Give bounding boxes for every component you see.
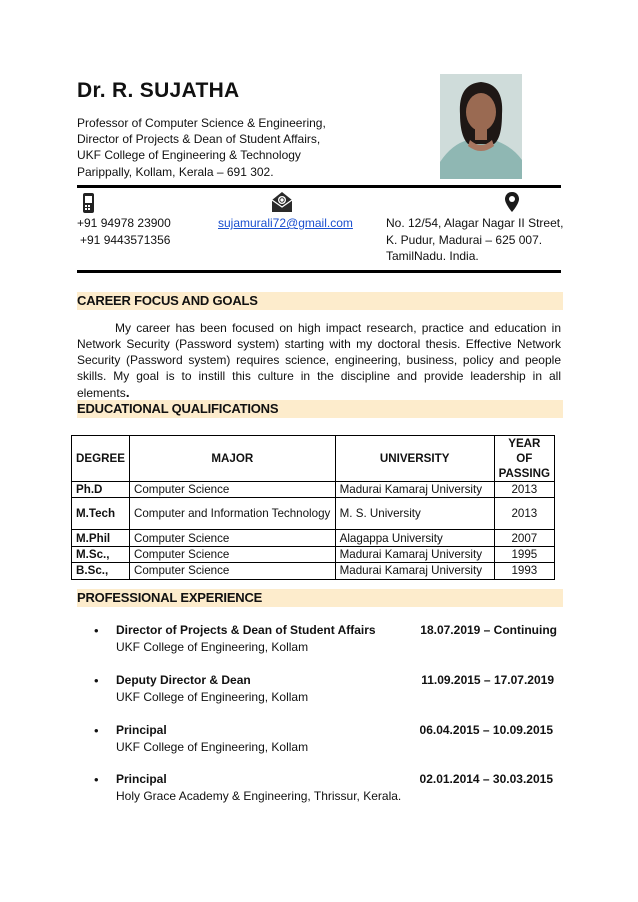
table-header-row [72,436,555,482]
person-name: Dr. R. SUJATHA [77,79,240,102]
table-row [72,563,555,579]
phone-numbers [77,215,171,248]
experience-role: Principal [116,723,167,737]
experience-org: UKF College of Engineering, Kollam [116,740,309,754]
location-pin-icon [504,191,520,218]
title-line: Professor of Computer Science & Engineering, [77,116,326,130]
cell-degree: M.Tech [72,498,130,530]
email-link[interactable]: sujamurali72@gmail.com [218,216,353,230]
bullet: • [94,723,99,738]
table-row [72,482,555,498]
column-header-university: UNIVERSITY [335,436,494,482]
bullet: • [94,673,99,688]
cell-university: Alagappa University [335,530,494,546]
column-header-year: YEAR OF PASSING [494,436,554,482]
experience-org: Holy Grace Academy & Engineering, Thrissur, Kerala. [116,789,402,803]
experience-role: Director of Projects & Dean of Student Affairs [116,623,376,637]
cell-year: 2013 [494,482,554,498]
experience-role: Principal [116,772,167,786]
education-table [71,435,555,580]
experience-org: UKF College of Engineering, Kollam [116,640,309,654]
column-header-major: MAJOR [129,436,335,482]
phone-secondary[interactable]: +91 9443571356 [80,232,171,247]
career-end-mark: . [125,384,130,400]
cell-degree: M.Sc., [72,546,130,562]
career-text: My career has been focused on high impact research, practice and education in Network Security (Password system) starting with my doctoral thesis. Effective Network Security (Password system) requires science, engineering, business, policy and people skills. My goal is to instill this culture in the discipline and provide leadership in all elements [77,321,561,400]
profile-photo [440,74,522,179]
bullet: • [94,623,99,638]
cell-year: 1993 [494,563,554,579]
cell-major: Computer Science [129,530,335,546]
experience-dates: 18.07.2019 – Continuing [420,623,557,637]
section-heading-career: CAREER FOCUS AND GOALS [77,292,563,310]
table-row [72,546,555,562]
cell-major: Computer Science [129,563,335,579]
table-row [72,498,555,530]
cell-major: Computer Science [129,546,335,562]
top-divider [77,185,561,188]
career-paragraph [77,320,561,401]
contact-divider [77,270,561,273]
table-row [72,530,555,546]
email-envelope-icon [270,191,294,218]
title-line: Director of Projects & Dean of Student Affairs, [77,132,321,147]
title-line: Parippally, Kollam, Kerala – 691 302. [77,164,274,179]
experience-org: UKF College of Engineering, Kollam [116,690,309,704]
cell-degree: B.Sc., [72,563,130,579]
email-block [218,215,353,232]
column-header-degree: DEGREE [72,436,130,482]
cell-university: M. S. University [335,498,494,530]
cell-university: Madurai Kamaraj University [335,563,494,579]
experience-role: Deputy Director & Dean [116,673,251,687]
cell-university: Madurai Kamaraj University [335,482,494,498]
cell-year: 1995 [494,546,554,562]
address-block [386,215,563,265]
section-heading-education: EDUCATIONAL QUALIFICATIONS [77,400,563,418]
bullet: • [94,772,99,787]
cell-major: Computer Science [129,482,335,498]
phone-primary[interactable]: +91 94978 23900 [77,216,171,230]
experience-dates: 06.04.2015 – 10.09.2015 [419,723,553,737]
cell-degree: M.Phil [72,530,130,546]
address-line: No. 12/54, Alagar Nagar II Street, [386,216,564,230]
address-line: TamilNadu. India. [386,249,479,263]
title-line: UKF College of Engineering & Technology [77,148,301,163]
cell-university: Madurai Kamaraj University [335,546,494,562]
experience-dates: 11.09.2015 – 17.07.2019 [421,673,554,687]
section-heading-experience: PROFESSIONAL EXPERIENCE [77,589,563,607]
cell-degree: Ph.D [72,482,130,498]
experience-dates: 02.01.2014 – 30.03.2015 [419,772,553,786]
cell-year: 2007 [494,530,554,546]
cell-year: 2013 [494,498,554,530]
address-line: K. Pudur, Madurai – 625 007. [386,232,543,247]
title-block [77,115,326,180]
cell-major: Computer and Information Technology [129,498,335,530]
